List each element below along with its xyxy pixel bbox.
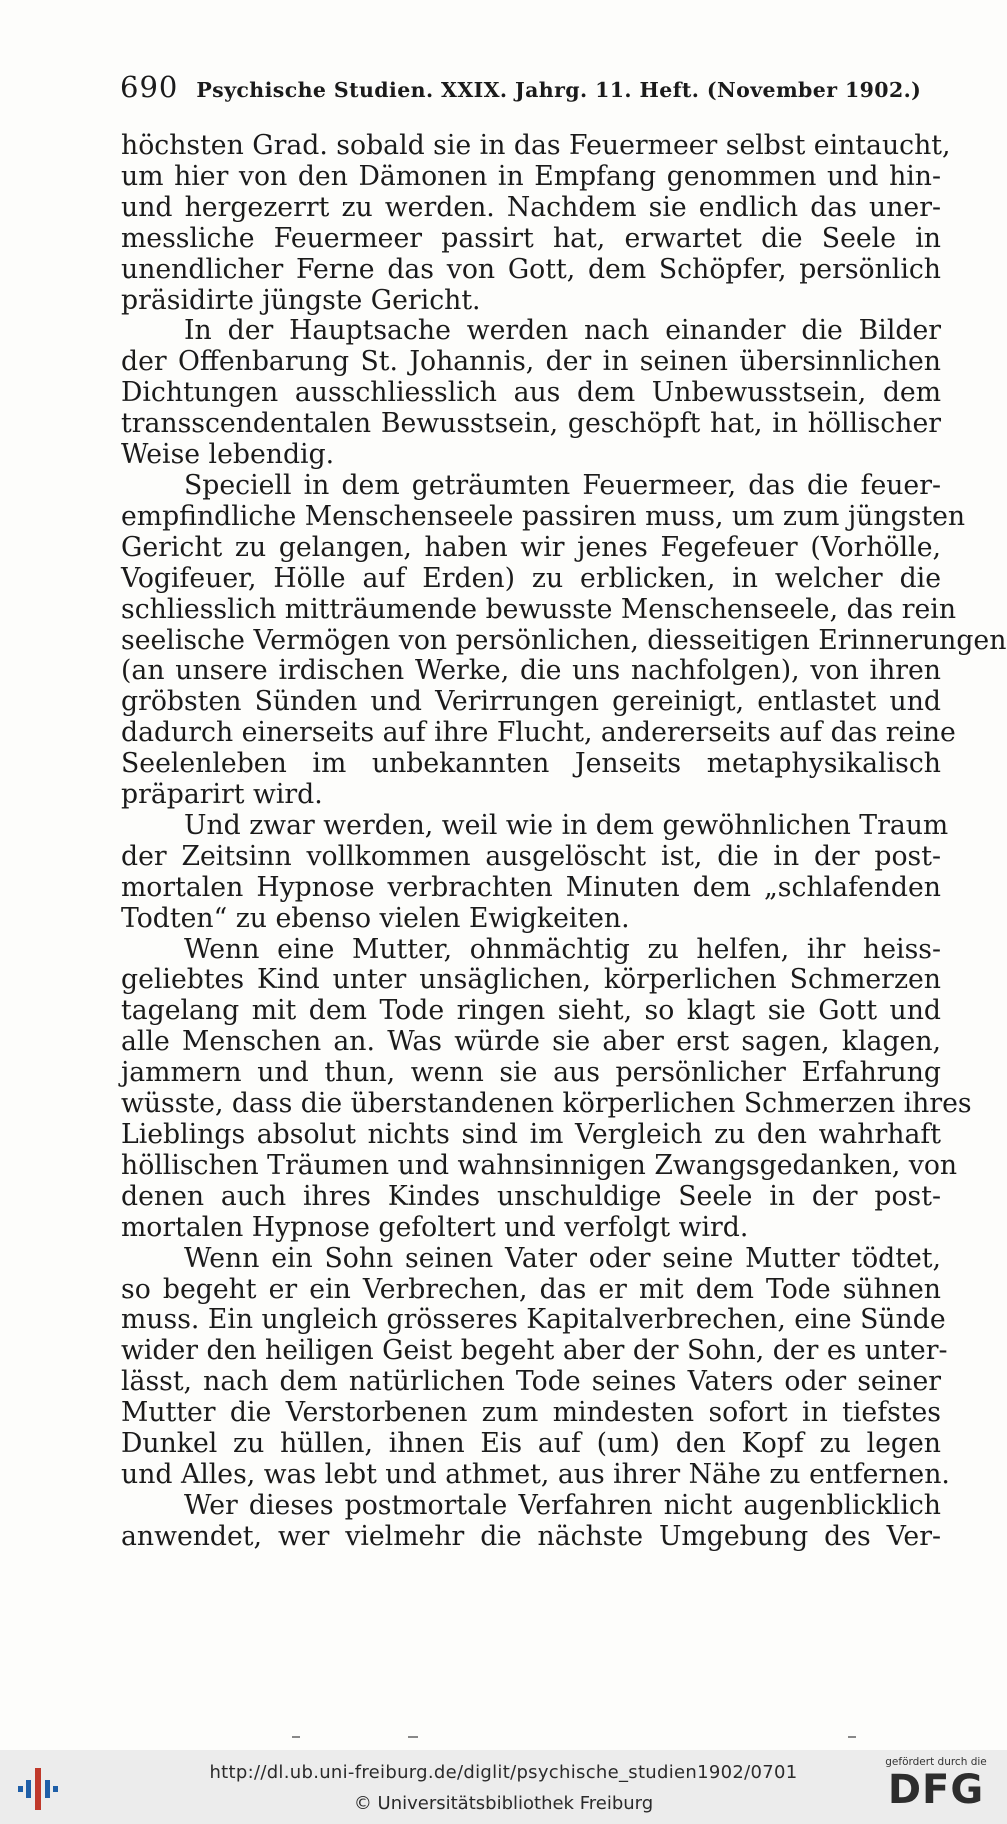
text-line: In der Hauptsache werden nach einander die Bilder [184, 315, 941, 347]
text-line: Weise lebendig. [121, 439, 335, 471]
scan-mark [408, 1736, 418, 1738]
text-line: Gericht zu gelangen, haben wir jenes Fegefeuer (Vorhölle, [121, 531, 941, 563]
dfg-wordmark: DFG [887, 1767, 985, 1813]
paragraph [121, 469, 1007, 811]
text-line: Und zwar werden, weil wie in dem gewöhnlichen Traum [184, 809, 949, 841]
text-line: geliebtes Kind unter unsäglichen, körperlichen Schmerzen [121, 964, 941, 996]
text-line: Todten“ zu ebenso vielen Ewigkeiten. [121, 902, 630, 934]
text-line: und Alles, was lebt und athmet, aus ihrer Nähe zu entfernen. [121, 1458, 950, 1490]
text-line: transscendentalen Bewusstsein, geschöpft hat, in höllischer [121, 408, 941, 440]
text-line: gröbsten Sünden und Verirrungen gereinigt, entlastet und [121, 686, 941, 718]
text-line: schliesslich mitträumende bewusste Menschenseele, das rein [121, 593, 957, 625]
scan-marks [0, 1736, 1007, 1740]
footer-bar [0, 1750, 1007, 1824]
text-line: (an unsere irdischen Werke, die uns nachfolgen), von ihren [121, 655, 941, 687]
dfg-caption: gefördert durch die [885, 1756, 987, 1768]
page-header [120, 70, 942, 104]
text-line: empfindliche Menschenseele passiren muss, um zum jüngsten [121, 500, 966, 532]
text-line: jammern und thun, wenn sie aus persönlicher Erfahrung [121, 1057, 941, 1089]
text-line: Vogifeuer, Hölle auf Erden) zu erblicken, in welcher die [121, 562, 941, 594]
text-line: der Offenbarung St. Johannis, der in seinen übersinnlichen [121, 346, 941, 378]
text-line: Lieblings absolut nichts sind im Vergleich zu den wahrhaft [121, 1119, 941, 1150]
source-url-link[interactable]: http://dl.ub.uni-freiburg.de/diglit/psychische_studien1902/0701 [209, 1762, 798, 1783]
text-line: denen auch ihres Kindes unschuldige Seele in der post- [121, 1180, 941, 1212]
text-line: Mutter die Verstorbenen zum mindesten sofort in tiefstes [121, 1397, 941, 1429]
text-line: Seelenleben im unbekannten Jenseits metaphysikalisch [121, 748, 941, 780]
text-line: präparirt wird. [121, 779, 323, 811]
text-line: alle Menschen an. Was würde sie aber erst sagen, klagen, [121, 1026, 941, 1058]
text-line: mortalen Hypnose verbrachten Minuten dem „schlafenden [121, 871, 941, 903]
text-line: Dichtungen ausschliesslich aus dem Unbewusstsein, dem [121, 377, 941, 409]
paragraph [121, 933, 972, 1244]
scan-mark [292, 1736, 300, 1738]
text-line: Wenn eine Mutter, ohnmächtig zu helfen, ihr heiss- [184, 933, 941, 965]
page-number: 690 [120, 70, 179, 104]
text-line: anwendet, wer vielmehr die nächste Umgebung des Ver- [121, 1520, 941, 1552]
body-text [121, 130, 1007, 1553]
text-line: so begeht er ein Verbrechen, das er mit dem Tode sühnen [121, 1273, 941, 1305]
text-line: höchsten Grad. sobald sie in das Feuermeer selbst eintaucht, [121, 130, 951, 161]
text-line: präsidirte jüngste Gericht. [121, 284, 481, 316]
scan-mark [848, 1736, 856, 1738]
text-line: um hier von den Dämonen in Empfang genommen und hin- [121, 160, 941, 192]
text-line: höllischen Träumen und wahnsinnigen Zwangsgedanken, von [121, 1149, 958, 1181]
text-line: seelische Vermögen von persönlichen, diesseitigen Erinnerungen [121, 624, 1007, 656]
dfg-logo [881, 1756, 991, 1818]
text-line: tagelang mit dem Tode ringen sieht, so klagt sie Gott und [121, 995, 941, 1027]
copyright-notice: © Universitätsbibliothek Freiburg [353, 1793, 654, 1814]
text-line: Wenn ein Sohn seinen Vater oder seine Mutter tödtet, [184, 1242, 941, 1274]
paragraph [121, 809, 949, 935]
paragraph [121, 1242, 950, 1491]
paragraph [121, 130, 951, 316]
text-line: lässt, nach dem natürlichen Tode seines Vaters oder seiner [121, 1366, 941, 1398]
text-line: der Zeitsinn vollkommen ausgelöscht ist, die in der post- [121, 840, 941, 872]
running-head: Psychische Studien. XXIX. Jahrg. 11. Heft. (November 1902.) [196, 78, 922, 102]
text-line: unendlicher Ferne das von Gott, dem Schöpfer, persönlich [121, 253, 941, 285]
text-line: muss. Ein ungleich grösseres Kapitalverbrechen, eine Sünde [121, 1304, 946, 1336]
paragraph [121, 1491, 941, 1553]
text-line: Dunkel zu hüllen, ihnen Eis auf (um) den Kopf zu legen [121, 1428, 941, 1460]
text-line: dadurch einerseits auf ihre Flucht, andererseits auf das reine [121, 717, 956, 749]
text-line: mortalen Hypnose gefoltert und verfolgt wird. [121, 1211, 749, 1243]
text-line: Speciell in dem geträumten Feuermeer, das die feuer- [184, 469, 941, 501]
text-line: messliche Feuermeer passirt hat, erwartet die Seele in [121, 222, 941, 254]
text-line: und hergezerrt zu werden. Nachdem sie endlich das uner- [121, 191, 941, 223]
text-line: wüsste, dass die überstandenen körperlichen Schmerzen ihres [121, 1088, 972, 1120]
paragraph [121, 316, 941, 471]
text-line: wider den heiligen Geist begeht aber der Sohn, der es unter- [121, 1335, 948, 1367]
text-line: Wer dieses postmortale Verfahren nicht augenblicklich [184, 1489, 941, 1521]
